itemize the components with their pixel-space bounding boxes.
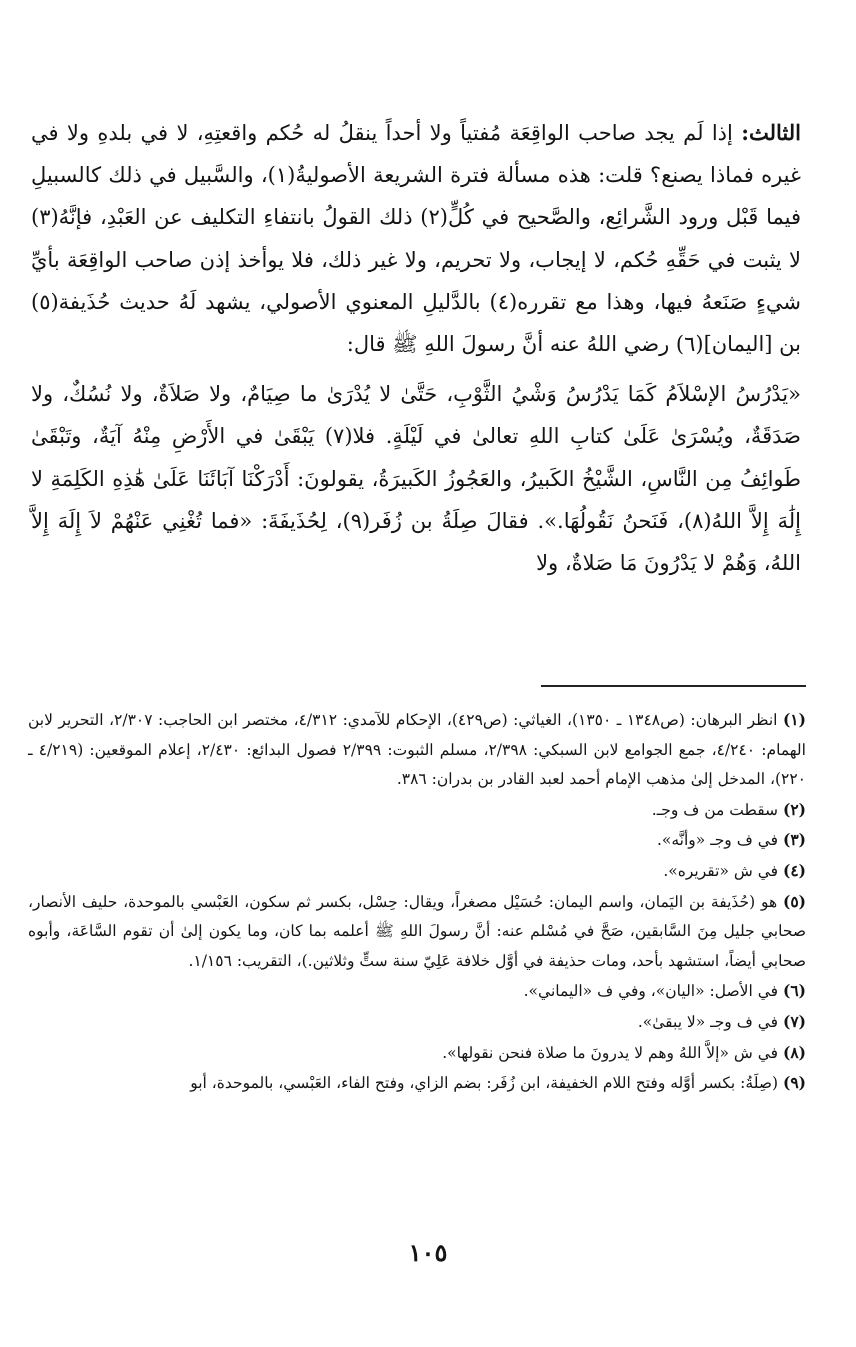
footnote-text: هو (حُذَيفة بن اليَمان، واسم اليمان: حُسَيْل مصغراً، ويقال: حِسْل، بكسر ثم سكون، العَبْسي بالموحدة، حليف الأنصار، صحابي جليل مِنَ السَّابقين، صَحَّ في مُسْلم عنه: أنَّ رسولَ اللهِ ﷺ أعلمه بما كان، وما يكون إلىٰ أن تقوم السَّاعَة، وأبوه صحابي أيضاً، استشهد بأحد، ومات حذيفة في أوَّل خلافة عَلِيّ سنة ستٍّ وثلاثين.)، التقريب: ١/١٥٦.	[28, 892, 806, 970]
footnote-2	[28, 795, 806, 826]
footnote-number: (٧)	[782, 1011, 806, 1031]
paragraph-lead: الثالث:	[741, 120, 801, 145]
footnote-1	[28, 705, 806, 795]
footnote-text: في ش «إلاَّ اللهُ وهم لا يدرونَ ما صلاة فنحن نقولها».	[442, 1043, 779, 1062]
hadith-quote: «يَدْرُسُ الإسْلاَمُ كَمَا يَدْرُسُ وَشْيُ الثَّوْبِ، حَتَّىٰ لا يُدْرَىٰ ما صِيَامٌ، ولا صَلاَةٌ، ولا نُسُكٌ، ولا صَدَقَةٌ، ويُسْرَىٰ عَلَىٰ كتابِ اللهِ تعالىٰ في لَيْلَةٍ. فلا(٧) يَبْقَىٰ في الأَرْضِ مِنْهُ آيَةٌ، وتَبْقَىٰ طَوائِفُ مِن النَّاسِ، الشَّيْخُ الكَبيرُ، والعَجُوزُ الكَبيرَةُ، يقولونَ: أَدْرَكْنَا آبَائَنَا عَلَىٰ هَٰذِهِ الكَلِمَةِ لا إِلَٰهَ إِلاَّ اللهُ(٨)، فَنَحنُ نَقُولُهَا.». فقالَ صِلَةُ بن زُفَر(٩)، لِحُذَيفَةَ: «فما تُغْنِي عَنْهُمْ لاَ إِلَهَ إِلاَّ اللهُ، وَهُمْ لا يَدْرُونَ مَا صَلاةٌ، ولا	[31, 382, 801, 576]
footnote-number: (٣)	[782, 830, 806, 850]
page-number: ١٠٥	[408, 1238, 448, 1267]
footnotes	[28, 705, 806, 1099]
footnote-4	[28, 856, 806, 887]
footnote-text: في ش «تقريره».	[663, 861, 779, 880]
footnote-8	[28, 1038, 806, 1069]
opening-paragraph	[31, 112, 801, 365]
footnote-number: (٦)	[782, 981, 806, 1001]
footnote-3	[28, 825, 806, 856]
footnote-text: في ف وجـ «وأنَّه».	[656, 831, 779, 850]
footnote-number: (١)	[782, 710, 806, 729]
footnote-number: (٩)	[782, 1073, 806, 1093]
footnote-separator	[541, 685, 806, 687]
footnote-number: (٢)	[782, 799, 806, 819]
footnote-number: (٥)	[782, 891, 806, 911]
footnote-number: (٤)	[782, 860, 806, 880]
footnote-text: في ف وجـ «لا يبقىٰ».	[637, 1012, 779, 1031]
footnote-6	[28, 976, 806, 1007]
footnote-9	[28, 1068, 806, 1099]
main-text	[31, 112, 801, 584]
footnote-number: (٨)	[782, 1042, 806, 1062]
footnote-text: انظر البرهان: (ص١٣٤٨ ـ ١٣٥٠)، الغياثي: (ص٤٢٩)، الإحكام للآمدي: ٤/٣١٢، مختصر ابن الحاجب: ٢/٣٠٧، التحرير لابن الهمام: ٤/٢٤٠، جمع الجوامع لابن السبكي: ٢/٣٩٨، مسلم الثبوت: ٢/٣٩٩ فصول البدائع: ٢/٤٣٠، إعلام الموقعين: (٤/٢١٩ ـ ٢٢٠)، المدخل إلىٰ مذهب الإمام أحمد لعبد القادر بن بدران: ٣٨٦.	[28, 711, 806, 789]
footnote-5	[28, 887, 806, 977]
footnote-7	[28, 1007, 806, 1038]
footnote-text: في الأصل: «اليان»، وفي ف «اليماني».	[523, 982, 779, 1001]
paragraph-body: إذا لَم يجد صاحب الواقِعَة مُفتياً ولا أحداً ينقلُ له حُكم واقعتِهِ، لا في بلدهِ ولا في غيره فماذا يصنع؟ قلت: هذه مسألة فترة الشريعة الأصوليةُ(١)، والسَّبيل في ذلك كالسبيلِ فيما قَبْل ورود الشَّرائِع، والصَّحيح في كُلٍّ(٢) ذلك القولُ بانتفاءِ التكليف عن العَبْدِ، فإنَّهُ(٣) لا يثبت في حَقِّهِ حُكم، لا إيجاب، ولا تحريم، ولا غير ذلك، فلا يوأخذ إذن صاحب الواقِعَة بأيِّ شيءٍ صَنَعهُ فيها، وهذا مع تقرره(٤) بالدَّليلِ المعنوي الأصولي، يشهد لَهُ حديث حُذَيفة(٥) بن [اليمان](٦) رضي اللهُ عنه أنَّ رسولَ اللهِ ﷺ قال:	[31, 121, 802, 357]
footnote-text: (صِلَةُ: بكسر أوَّله وفتح اللام الخفيفة، ابن زُفَر: بضم الزاي، وفتح الفاء، العَبْسي، بالموحدة، أبو	[190, 1074, 779, 1093]
footnote-text: سقطت من ف وجـ.	[651, 800, 779, 819]
